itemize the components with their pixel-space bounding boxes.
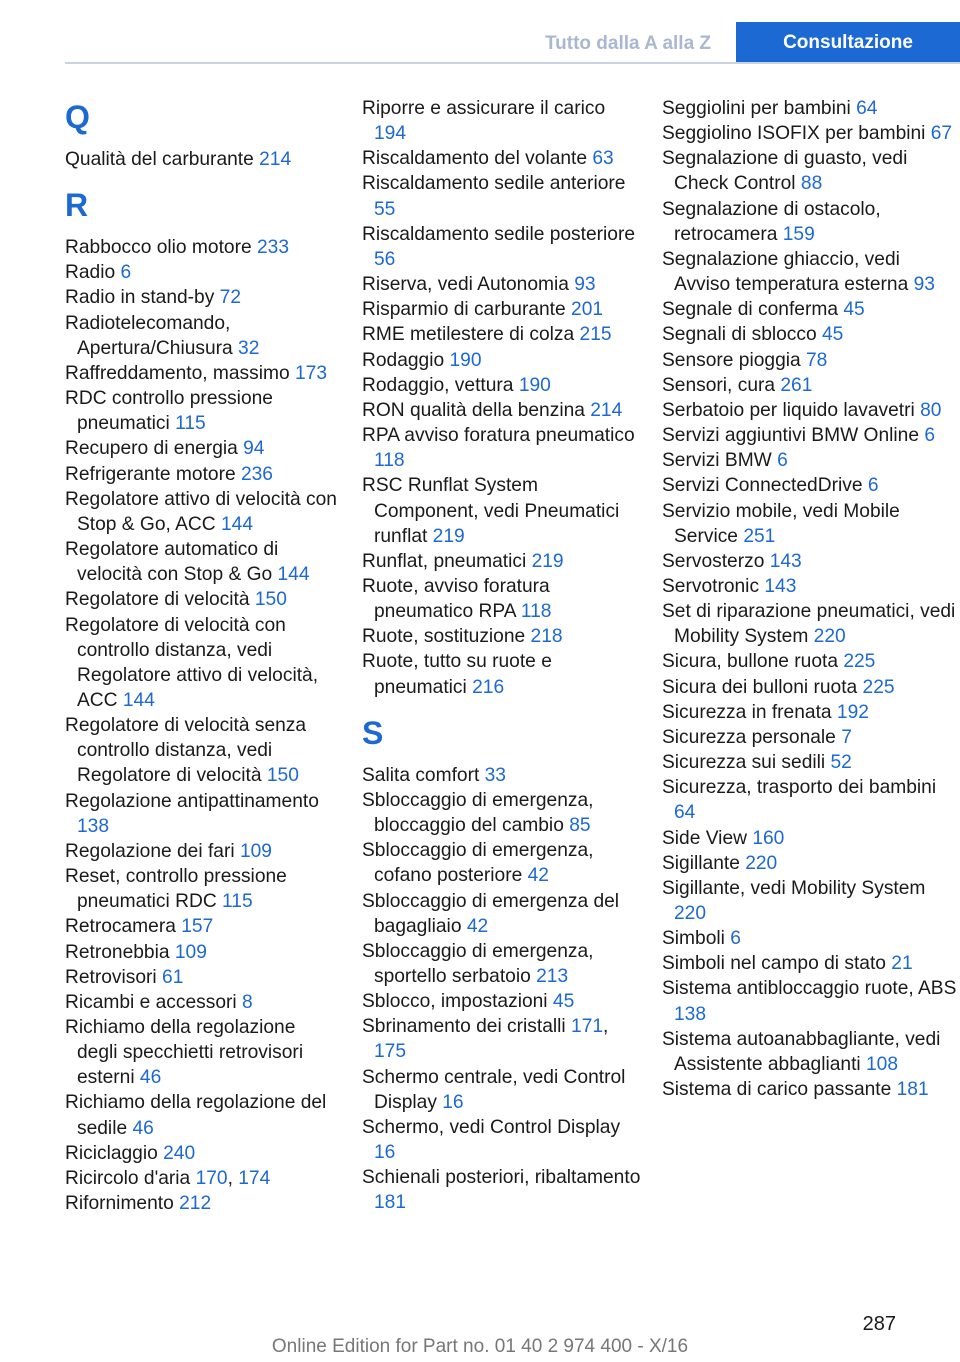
index-entry-text: Raffreddamento, massimo xyxy=(65,362,295,384)
index-entry xyxy=(65,147,340,172)
page-reference-link[interactable]: 64 xyxy=(856,98,878,119)
index-entry xyxy=(362,838,642,888)
index-entry-text: Recupero di energia xyxy=(65,438,244,460)
index-entry xyxy=(362,989,642,1014)
index-entry-text: Ruote, avviso foratura pneumatico RPA xyxy=(362,575,550,623)
index-entry-text: Risparmio di carburante xyxy=(362,299,572,321)
index-entry xyxy=(65,940,340,965)
page-reference-link[interactable]: 108 xyxy=(866,1053,899,1075)
index-entry xyxy=(362,146,642,171)
page-reference-link[interactable]: 94 xyxy=(243,438,265,460)
index-entry xyxy=(662,549,960,574)
page-reference-link[interactable]: 138 xyxy=(674,1003,707,1025)
page-reference-link[interactable]: 6 xyxy=(730,928,741,950)
index-entry xyxy=(65,1090,340,1140)
index-column-2 xyxy=(362,96,642,1216)
page-reference-link[interactable]: 93 xyxy=(574,274,596,296)
index-entry-text: Sbrinamento dei cristalli xyxy=(362,1016,572,1038)
index-entry-text: Servizi aggiuntivi BMW Online xyxy=(662,425,925,447)
index-entry-text: Sbloccaggio di emergenza del bagagliaio xyxy=(362,890,620,937)
page-reference-link[interactable]: 7 xyxy=(841,726,852,748)
index-entry xyxy=(65,839,340,864)
page-reference-link[interactable]: 45 xyxy=(822,324,844,346)
index-entry-text: Segnalazione di ostacolo, retrocamera xyxy=(662,198,881,245)
index-entry xyxy=(362,549,642,574)
index-entry-text: Regolatore attivo di velocità con Stop & Go, ACC xyxy=(65,488,337,535)
index-entry-text: Sbloccaggio di emergenza, sportello serbatoio xyxy=(362,940,594,987)
page-reference-link[interactable]: 52 xyxy=(830,752,852,774)
index-entry-text: Servizi ConnectedDrive xyxy=(662,475,868,497)
page-reference-link[interactable]: 240 xyxy=(163,1142,196,1164)
index-entry xyxy=(65,386,340,436)
index-entry xyxy=(65,260,340,285)
header-rule xyxy=(65,62,960,64)
index-entry-text: Segnali di sblocco xyxy=(662,324,822,346)
index-entry-text: Sigillante, vedi Mobility System xyxy=(662,877,926,899)
index-entry xyxy=(662,297,960,322)
index-entry-text: Sensori, cura xyxy=(662,374,781,396)
index-entry-text: Sistema autoanabbagliante, vedi Assistente abbaglianti xyxy=(662,1028,941,1075)
index-entry-text: RDC controllo pressione pneumatici xyxy=(65,388,273,435)
index-entry xyxy=(662,322,960,347)
index-entry xyxy=(362,574,642,624)
index-entry xyxy=(362,272,642,297)
page-reference-link[interactable]: 175 xyxy=(374,1041,407,1063)
page-reference-link[interactable]: 46 xyxy=(139,1067,162,1089)
page-reference-link[interactable]: 63 xyxy=(592,148,614,170)
index-entry xyxy=(65,990,340,1015)
index-letter-q: Q xyxy=(65,99,90,135)
page-reference-link[interactable]: 33 xyxy=(484,764,506,786)
index-entry xyxy=(362,763,642,788)
page-reference-link[interactable]: 220 xyxy=(674,903,707,924)
page-reference-link[interactable]: 45 xyxy=(843,299,865,321)
page-reference-link[interactable]: 6 xyxy=(777,450,788,472)
index-entry xyxy=(662,373,960,398)
index-entry xyxy=(662,775,960,825)
index-entry-text: Serbatoio per liquido lavavetri xyxy=(662,399,921,421)
index-entry-text: RME metilestere di colza xyxy=(362,324,580,346)
index-entry-text: RPA avviso foratura pneumatico xyxy=(362,425,635,447)
index-entry xyxy=(362,297,642,322)
index-entry-text: Runflat, pneumatici xyxy=(362,550,532,572)
page-reference-link[interactable]: 138 xyxy=(77,815,110,837)
index-entry xyxy=(662,448,960,473)
page-reference-link[interactable]: 214 xyxy=(590,399,623,421)
index-entry xyxy=(362,939,642,989)
index-entry-text: Sistema di carico passante xyxy=(662,1079,897,1101)
index-entry xyxy=(362,1065,642,1115)
page-reference-link[interactable]: 225 xyxy=(843,651,876,673)
index-entry xyxy=(362,1165,642,1215)
page-reference-link[interactable]: 55 xyxy=(374,198,396,220)
page-reference-link[interactable]: 115 xyxy=(175,413,206,435)
index-entry xyxy=(662,423,960,448)
index-entry-text: Regolatore automatico di velocità con Stop & Go xyxy=(65,539,279,586)
index-entry xyxy=(662,247,960,297)
page-reference-link[interactable]: 45 xyxy=(552,991,575,1013)
page-reference-link[interactable]: 93 xyxy=(913,274,935,296)
header-section-title: Tutto dalla A alla Z xyxy=(544,33,712,54)
index-entry-text: Qualità del carburante xyxy=(65,149,260,170)
page-reference-link[interactable]: 109 xyxy=(239,840,272,862)
index-entry xyxy=(662,826,960,851)
footer-edition: Online Edition for Part no. 01 40 2 974 400 - X/16 xyxy=(271,1336,689,1357)
page-reference-link[interactable]: 213 xyxy=(536,966,569,987)
index-entry xyxy=(65,1191,340,1216)
index-entry xyxy=(65,537,340,587)
index-entry xyxy=(662,398,960,423)
page-reference-link[interactable]: 78 xyxy=(806,349,828,371)
index-entry xyxy=(65,436,340,461)
page-reference-link[interactable]: 46 xyxy=(132,1117,154,1139)
index-entry-text: Retrocamera xyxy=(65,916,182,938)
page-reference-link[interactable]: 190 xyxy=(449,349,482,371)
index-entry-text: Simboli xyxy=(662,928,731,950)
index-letter-s: S xyxy=(362,714,384,751)
index-entry xyxy=(662,649,960,674)
page-reference-link[interactable]: 21 xyxy=(891,953,913,975)
index-entry-text: Retronebbia xyxy=(65,941,175,963)
index-entry xyxy=(65,864,340,914)
page-reference-link[interactable]: 42 xyxy=(466,915,489,937)
index-entry xyxy=(662,146,960,196)
page-reference-link[interactable]: 16 xyxy=(374,1142,396,1164)
index-entry-text: Sbloccaggio di emergenza, bloccaggio del cambio xyxy=(362,789,594,837)
page-reference-link[interactable]: 181 xyxy=(374,1192,407,1214)
page-reference-link[interactable]: 144 xyxy=(220,513,253,535)
index-entry: Ricircolo d'aria 170, 174 xyxy=(65,1167,271,1189)
page-reference-link[interactable]: 8 xyxy=(242,991,253,1013)
page-reference-link[interactable]: 192 xyxy=(836,701,869,723)
index-entry-text: Ricircolo d'aria xyxy=(65,1167,196,1189)
index-entry-text: Rifornimento xyxy=(65,1193,180,1215)
index-entry-text: Simboli nel campo di stato xyxy=(662,953,892,975)
index-entry-text: Radiotelecomando, Apertura/Chiusura xyxy=(65,312,239,359)
index-entry-text: Segnale di conferma xyxy=(662,299,844,321)
index-entry xyxy=(662,473,960,498)
index-entry xyxy=(362,322,642,347)
index-entry xyxy=(662,1077,960,1102)
page-reference-link[interactable]: 6 xyxy=(120,262,132,284)
page-reference-link[interactable]: 61 xyxy=(162,966,184,988)
index-entry xyxy=(662,700,960,725)
page-reference-link[interactable]: 219 xyxy=(432,525,465,547)
index-entry xyxy=(662,599,960,649)
index-entry-text: Segnalazione di guasto, vedi Check Control xyxy=(662,148,908,195)
page-reference-link[interactable]: 216 xyxy=(472,676,505,698)
index-entry-text: Schermo, vedi Control Display xyxy=(362,1116,621,1138)
page-reference-link[interactable]: 143 xyxy=(764,575,797,597)
index-entry-text: Sicurezza sui sedili xyxy=(662,752,831,774)
page-reference-link[interactable]: 215 xyxy=(579,324,612,346)
index-entry xyxy=(662,574,960,599)
page-reference-link[interactable]: 64 xyxy=(674,802,696,824)
index-entry-text: Schermo centrale, vedi Control Display xyxy=(362,1066,626,1113)
index-entry-text: Ruote, tutto su ruote e pneumatici xyxy=(362,651,552,698)
index-entry xyxy=(662,197,960,247)
page-reference-link[interactable]: 225 xyxy=(862,676,895,698)
page-reference-link[interactable]: 190 xyxy=(518,374,551,396)
index-entry-text: Servotronic xyxy=(662,575,765,597)
page-reference-link[interactable]: 214 xyxy=(259,149,292,170)
page-reference-link[interactable]: 220 xyxy=(745,852,778,874)
page-reference-link[interactable]: 32 xyxy=(238,337,260,359)
page-reference-link[interactable]: 115 xyxy=(222,891,253,913)
index-entry-text: Sicurezza in frenata xyxy=(662,701,837,723)
page-reference-link[interactable]: 16 xyxy=(442,1091,464,1113)
index-entry-text: Riscaldamento sedile anteriore xyxy=(362,173,626,195)
index-column-1 xyxy=(65,96,340,1216)
index-entry-text: Riscaldamento del volante xyxy=(362,148,593,170)
page-reference-link[interactable]: 56 xyxy=(374,248,396,270)
index-entry-text: Riporre e assicurare il carico xyxy=(362,98,606,119)
index-entry-text: Seggiolino ISOFIX per bambini xyxy=(662,123,931,145)
index-entry-text: Sistema antibloccaggio ruote, ABS xyxy=(662,978,957,1000)
index-entry xyxy=(362,171,642,221)
page-reference-link[interactable]: 181 xyxy=(896,1079,929,1101)
index-entry xyxy=(65,1141,340,1166)
index-entry xyxy=(65,587,340,612)
index-entry xyxy=(65,311,340,361)
index-entry xyxy=(65,285,340,310)
index-entry xyxy=(662,96,960,121)
index-entry-text: Radio xyxy=(65,262,121,284)
index-entry-text: Servosterzo xyxy=(662,550,770,572)
index-entry-text: Servizi BMW xyxy=(662,450,778,472)
index-entry-text: Sensore pioggia xyxy=(662,349,807,371)
index-entry xyxy=(362,788,642,838)
index-entry-text: Riscaldamento sedile posteriore xyxy=(362,223,636,245)
page-reference-link[interactable]: 143 xyxy=(769,550,802,572)
index-entry-text: Rodaggio, vettura xyxy=(362,374,519,396)
index-entry-text: Ruote, sostituzione xyxy=(362,626,531,648)
page-reference-link[interactable]: 194 xyxy=(374,123,407,145)
index-entry xyxy=(662,675,960,700)
index-entry xyxy=(65,613,340,714)
page-number: 287 xyxy=(862,1313,896,1335)
index-entry xyxy=(65,1015,340,1090)
index-entry-text: Retrovisori xyxy=(65,966,163,988)
index-entry xyxy=(362,649,642,699)
page-reference-link[interactable]: 144 xyxy=(122,689,155,711)
page-reference-link[interactable]: 220 xyxy=(813,626,846,648)
index-entry xyxy=(662,348,960,373)
index-entry xyxy=(65,965,340,990)
index-entry-text: Reset, controllo pressione pneumatici RDC xyxy=(65,866,287,913)
header-tab-consultazione[interactable]: Consultazione xyxy=(736,22,960,62)
index-entry xyxy=(362,398,642,423)
index-entry-text: RSC Runflat System Component, vedi Pneumatici runflat xyxy=(362,475,620,547)
page-reference-link[interactable]: 219 xyxy=(531,550,564,572)
index-column-3 xyxy=(662,96,960,1102)
page-reference-link[interactable]: 72 xyxy=(219,287,241,309)
index-entry xyxy=(65,713,340,788)
page-reference-link[interactable]: 118 xyxy=(520,601,552,623)
index-entry xyxy=(662,499,960,549)
page-reference-link[interactable]: 6 xyxy=(924,425,935,447)
index-entry xyxy=(65,914,340,939)
index-entry xyxy=(362,96,642,146)
page-reference-link[interactable]: 6 xyxy=(867,475,879,497)
index-entry-text: Regolazione dei fari xyxy=(65,840,240,862)
index-entry xyxy=(362,423,642,473)
index-entry-text: Refrigerante motore xyxy=(65,463,241,485)
index-entry-text: Richiamo della regolazione degli specchietti retrovisori esterni xyxy=(65,1017,304,1089)
index-entry xyxy=(362,222,642,272)
page-reference-link[interactable]: 261 xyxy=(780,374,813,396)
index-entry-text: Servizio mobile, vedi Mobile Service xyxy=(662,500,900,547)
index-entry xyxy=(65,789,340,839)
index-entry xyxy=(662,926,960,951)
index-entry-text: Sicurezza, trasporto dei bambini xyxy=(662,777,937,799)
index-entry-text: Regolazione antipattinamento xyxy=(65,790,319,812)
page-reference-link[interactable]: 201 xyxy=(571,299,604,321)
page-reference-link[interactable]: 160 xyxy=(752,827,785,849)
index-entry xyxy=(362,889,642,939)
index-entry-text: Sbloccaggio di emergenza, cofano posteriore xyxy=(362,840,594,887)
page-reference-link[interactable]: 42 xyxy=(527,865,549,887)
page-reference-link[interactable]: 109 xyxy=(174,941,207,963)
index-entry xyxy=(65,462,340,487)
index-entry-text: Salita comfort xyxy=(362,764,485,786)
index-entry-text: Regolatore di velocità xyxy=(65,589,255,611)
index-entry-text: Sblocco, impostazioni xyxy=(362,991,553,1013)
index-entry-text: Seggiolini per bambini xyxy=(662,98,857,119)
index-entry xyxy=(65,487,340,537)
index-entry xyxy=(65,235,340,260)
page-reference-link[interactable]: 67 xyxy=(930,123,953,145)
page-reference-link[interactable]: 174 xyxy=(238,1167,271,1189)
page-reference-link[interactable]: 233 xyxy=(256,237,289,259)
index-entry xyxy=(662,750,960,775)
page-reference-link[interactable]: 171 xyxy=(571,1016,604,1038)
index-entry-text: Regolatore di velocità con controllo distanza, vedi Regolatore attivo di velocità, ACC xyxy=(65,614,319,711)
index-entry-text: RON qualità della benzina xyxy=(362,399,591,421)
index-entry-text: Rodaggio xyxy=(362,349,450,371)
page-reference-link[interactable]: 236 xyxy=(240,463,273,485)
index-entry xyxy=(362,473,642,548)
index-entry-text: Richiamo della regolazione del sedile xyxy=(65,1092,327,1139)
index-entry xyxy=(65,361,340,386)
page-reference-link[interactable]: 251 xyxy=(743,525,776,547)
index-entry xyxy=(362,1115,642,1165)
index-entry-text: Sicura, bullone ruota xyxy=(662,651,844,673)
index-entry xyxy=(662,876,960,926)
page-reference-link[interactable]: 157 xyxy=(181,916,214,938)
index-entry-text: Ricambi e accessori xyxy=(65,991,243,1013)
page-reference-link[interactable]: 218 xyxy=(530,626,563,648)
index-entry-text: Rabbocco olio motore xyxy=(65,237,257,259)
page-reference-link[interactable]: 88 xyxy=(800,173,823,195)
index-entry-text: Riserva, vedi Autonomia xyxy=(362,274,575,296)
index-entry xyxy=(662,951,960,976)
index-entry xyxy=(662,121,960,146)
index-entry-text: Schienali posteriori, ribaltamento xyxy=(362,1167,641,1189)
index-entry xyxy=(662,851,960,876)
page-reference-link[interactable]: 173 xyxy=(295,362,328,384)
index-entry-text: Segnalazione ghiaccio, vedi Avviso temperatura esterna xyxy=(662,248,914,296)
index-entry-text: Sicurezza personale xyxy=(662,726,842,748)
index-entry-text: Sicura dei bulloni ruota xyxy=(662,676,863,698)
index-entry-text: Side View xyxy=(662,827,753,849)
index-entry-text: Sigillante xyxy=(662,852,746,874)
page-reference-link[interactable]: 118 xyxy=(374,450,405,472)
index-entry xyxy=(362,624,642,649)
page-reference-link[interactable]: 150 xyxy=(254,589,287,611)
page-reference-link[interactable]: 159 xyxy=(782,223,815,245)
index-entry-text: Radio in stand-by xyxy=(65,287,220,309)
index-entry xyxy=(362,373,642,398)
index-entry-text: Regolatore di velocità senza controllo distanza, vedi Regolatore di velocità xyxy=(65,715,307,787)
page-reference-link[interactable]: 150 xyxy=(266,765,299,787)
index-entry xyxy=(362,348,642,373)
page-reference-link[interactable]: 144 xyxy=(277,564,310,586)
index-entry xyxy=(662,1027,960,1077)
index-entry xyxy=(662,976,960,1026)
page-reference-link[interactable]: 212 xyxy=(179,1193,212,1215)
index-entry-text: Riciclaggio xyxy=(65,1142,164,1164)
index-entry-text: Set di riparazione pneumatici, vedi Mobility System xyxy=(662,601,956,648)
index-entry xyxy=(662,725,960,750)
index-entry: Sbrinamento dei cristalli 171, 175 xyxy=(362,1016,609,1063)
page-reference-link[interactable]: 170 xyxy=(195,1167,228,1189)
page-reference-link[interactable]: 85 xyxy=(569,815,591,837)
page-reference-link[interactable]: 80 xyxy=(920,399,942,421)
index-letter-r: R xyxy=(65,187,89,224)
